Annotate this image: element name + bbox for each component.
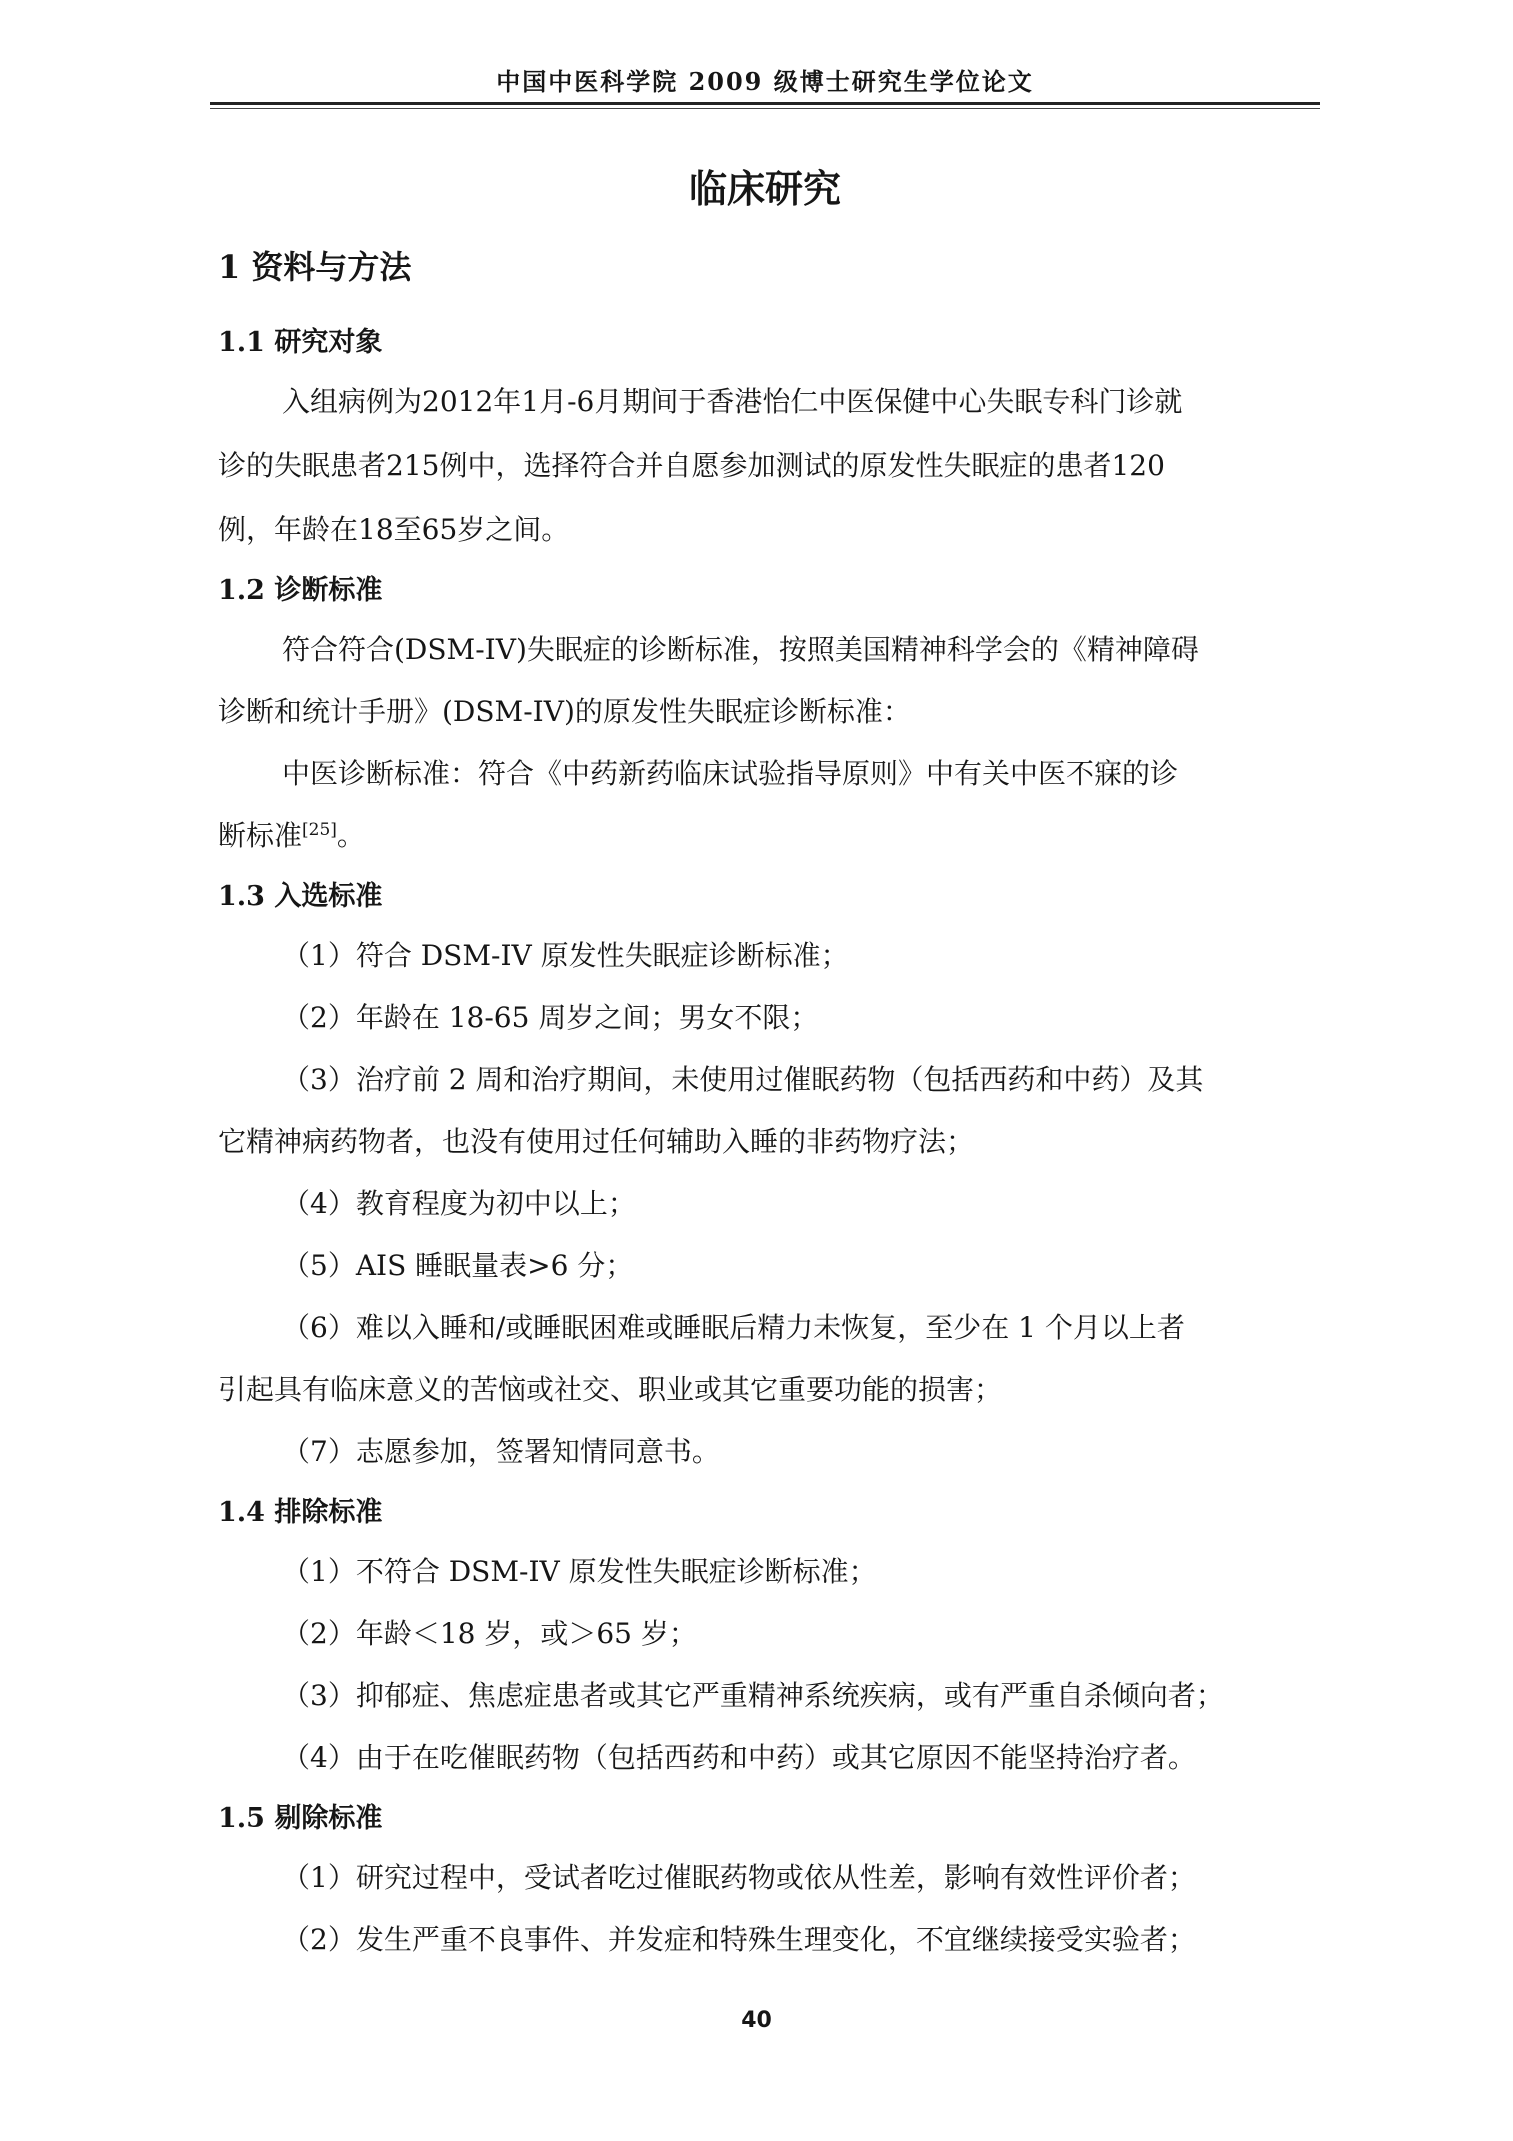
paragraph-line: 诊的失眠患者215例中，选择符合并自愿参加测试的原发性失眠症的患者120 — [218, 449, 1165, 482]
paragraph-line — [218, 814, 365, 854]
criteria-item: （4）由于在吃催眠药物（包括西药和中药）或其它原因不能坚持治疗者。 — [282, 1741, 1196, 1774]
subsection-heading-1-3: 1.3 入选标准 — [218, 881, 383, 912]
subsection-heading-1-4: 1.4 排除标准 — [218, 1497, 383, 1528]
section-heading: 1 资料与方法 — [218, 248, 412, 286]
subsection-heading-1-1: 1.1 研究对象 — [218, 327, 383, 358]
criteria-item: （1）研究过程中，受试者吃过催眠药物或依从性差，影响有效性评价者； — [282, 1861, 1196, 1894]
criteria-item: （6）难以入睡和/或睡眠困难或睡眠后精力未恢复，至少在 1 个月以上者 — [282, 1311, 1185, 1344]
criteria-item: （3）治疗前 2 周和治疗期间，未使用过催眠药物（包括西药和中药）及其 — [282, 1063, 1204, 1096]
criteria-item: （1）不符合 DSM-IV 原发性失眠症诊断标准； — [282, 1555, 877, 1588]
criteria-item: （4）教育程度为初中以上； — [282, 1187, 636, 1220]
header-rule — [210, 102, 1320, 105]
paragraph-text: 断标准 — [218, 819, 303, 852]
criteria-item: （1）符合 DSM-IV 原发性失眠症诊断标准； — [282, 939, 849, 972]
chapter-title: 临床研究 — [688, 166, 841, 211]
criteria-item: （5）AIS 睡眠量表>6 分； — [282, 1249, 634, 1282]
criteria-item: （2）发生严重不良事件、并发症和特殊生理变化，不宜继续接受实验者； — [282, 1923, 1196, 1956]
paragraph-line: 入组病例为2012年1月-6月期间于香港怡仁中医保健中心失眠专科门诊就 — [282, 385, 1183, 418]
citation-reference: [25] — [302, 820, 337, 840]
criteria-item: （7）志愿参加，签署知情同意书。 — [282, 1435, 720, 1468]
criteria-item-continued: 它精神病药物者，也没有使用过任何辅助入睡的非药物疗法； — [218, 1125, 975, 1158]
criteria-item-continued: 引起具有临床意义的苦恼或社交、职业或其它重要功能的损害； — [218, 1373, 1003, 1406]
criteria-item: （3）抑郁症、焦虑症患者或其它严重精神系统疾病，或有严重自杀倾向者； — [282, 1679, 1224, 1712]
paragraph-line: 中医诊断标准：符合《中药新药临床试验指导原则》中有关中医不寐的诊 — [282, 757, 1179, 790]
paragraph-line: 符合符合(DSM-IV)失眠症的诊断标准，按照美国精神科学会的《精神障碍 — [282, 633, 1199, 666]
page-number: 40 — [741, 2008, 772, 2033]
header-rule-thin — [210, 108, 1320, 109]
subsection-heading-1-2: 1.2 诊断标准 — [218, 575, 383, 606]
criteria-item: （2）年龄在 18-65 周岁之间；男女不限； — [282, 1001, 819, 1034]
paragraph-line: 诊断和统计手册》(DSM-IV)的原发性失眠症诊断标准： — [218, 695, 911, 728]
running-header: 中国中医科学院 2009 级博士研究生学位论文 — [496, 67, 1034, 96]
criteria-item: （2）年龄＜18 岁，或＞65 岁； — [282, 1617, 697, 1650]
paragraph-text: 。 — [336, 819, 365, 852]
subsection-heading-1-5: 1.5 剔除标准 — [218, 1803, 383, 1834]
paragraph-line: 例，年龄在18至65岁之间。 — [218, 513, 570, 546]
